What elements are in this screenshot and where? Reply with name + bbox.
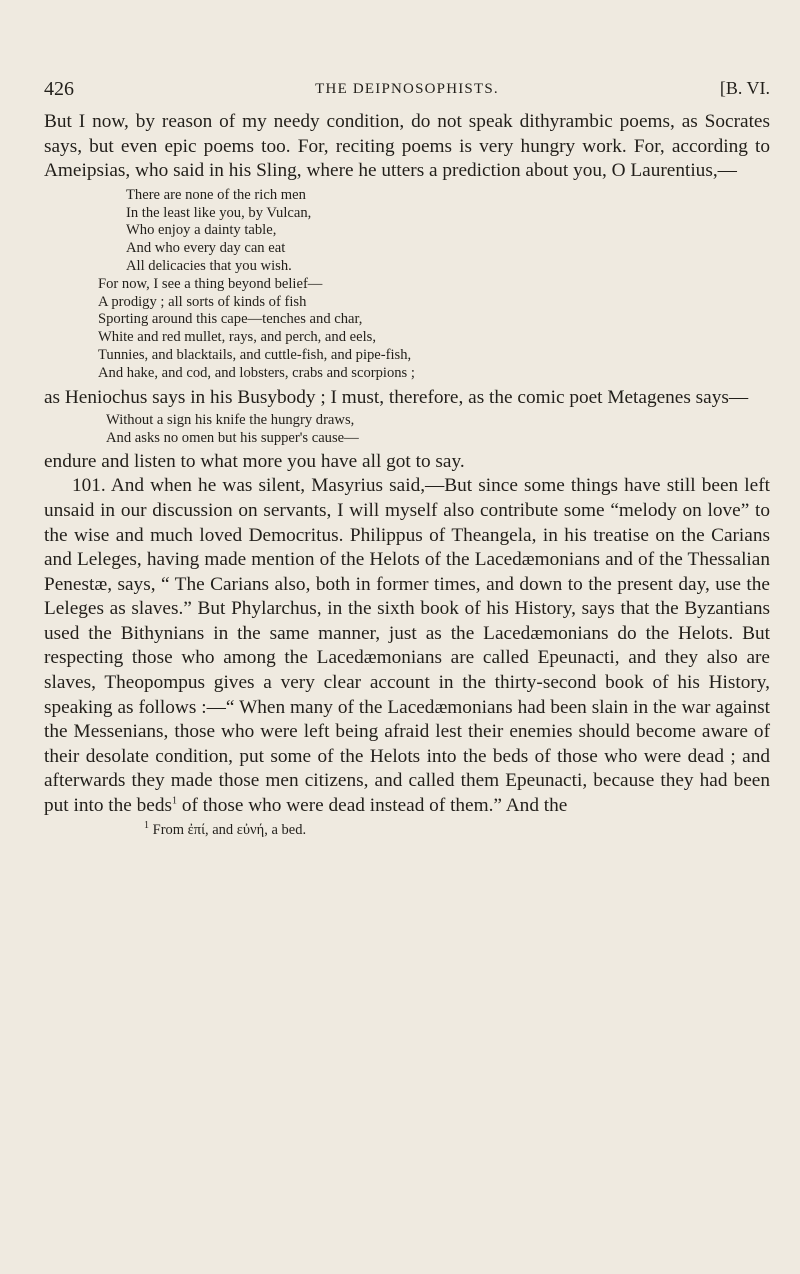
page-number: 426 bbox=[44, 78, 74, 100]
footnote-reference: 1 bbox=[172, 795, 177, 807]
verse-line: There are none of the rich men bbox=[126, 186, 306, 203]
verse-line: And who every day can eat bbox=[126, 240, 286, 257]
footnote bbox=[44, 821, 770, 839]
verse-line: All delicacies that you wish. bbox=[126, 257, 292, 274]
verse-line: Tunnies, and blacktails, and cuttle-fish, and pipe-fish, bbox=[98, 346, 412, 363]
verse-line: In the least like you, by Vulcan, bbox=[126, 204, 312, 221]
paragraph-2: as Heniochus says in his Busybody ; I must, therefore, as the comic poet Metagenes says— bbox=[44, 386, 749, 408]
verse-line: Sporting around this cape—tenches and char, bbox=[98, 311, 363, 328]
verse-quotation-1 bbox=[98, 186, 770, 383]
paragraph-4-tail: of those who were dead instead of them.” And the bbox=[177, 795, 568, 817]
verse-quotation-2 bbox=[106, 412, 770, 448]
footnote-text: From ἐπί, and εὐνή, a bed. bbox=[149, 821, 307, 838]
verse-line: And hake, and cod, and lobsters, crabs and scorpions ; bbox=[98, 364, 415, 381]
verse-line: And asks no omen but his supper's cause— bbox=[106, 429, 359, 446]
footnote-marker: 1 bbox=[144, 819, 149, 831]
paragraph-4-text: 101. And when he was silent, Masyrius said,—But since some things have still been left unsaid in our discussion on servants, I will myself also contribute some “melody on love” to the wise and much loved Democritus. Philippus of Theangela, in his treatise on the Carians and Leleges, having made mention of the Helots of the Lacedæmonians and of the Thessalian Penestæ, says, “ The Carians also, both in former times, and down to the present day, use the Leleges as slaves.” But Phylarchus, in the sixth book of his History, says that the Byzantians used the Bithynians in the same manner, just as the Lacedæmonians do the Helots. But respecting those who among the Lacedæmonians are called Epeunacti, and they also are slaves, Theopompus gives a very clear account in the thirty-second book of his History, speaking as follows :—“ When many of the Lacedæmonians had been slain in the war against the Messenians, those who were left being afraid lest their enemies should become aware of their desolate condition, put some of the Helots into the beds of those who were dead ; and afterwards they made those men citizens, and called them Epeunacti, because they had been put into the beds bbox=[44, 475, 770, 817]
verse-line: White and red mullet, rays, and perch, and eels, bbox=[98, 329, 376, 346]
verse-line: Who enjoy a dainty table, bbox=[126, 222, 277, 239]
paragraph-3: endure and listen to what more you have all got to say. bbox=[44, 450, 465, 472]
verse-line: For now, I see a thing beyond belief— bbox=[98, 275, 323, 292]
verse-line: Without a sign his knife the hungry draws, bbox=[106, 412, 355, 429]
verse-line: A prodigy ; all sorts of kinds of fish bbox=[98, 293, 307, 310]
book-reference: [B. VI. bbox=[719, 78, 770, 98]
paragraph-1: But I now, by reason of my needy condition, do not speak dithyrambic poems, as Socrates says, but even epic poems too. For, reciting poems is very hungry work. For, according to Ameipsias, who said in his Sling, where he utters a prediction about you, O Laurentius,— bbox=[44, 111, 770, 182]
paragraph-4 bbox=[44, 474, 770, 818]
running-title: THE DEIPNOSOPHISTS. bbox=[315, 81, 499, 97]
page-body bbox=[44, 110, 770, 839]
page-header bbox=[44, 78, 770, 108]
